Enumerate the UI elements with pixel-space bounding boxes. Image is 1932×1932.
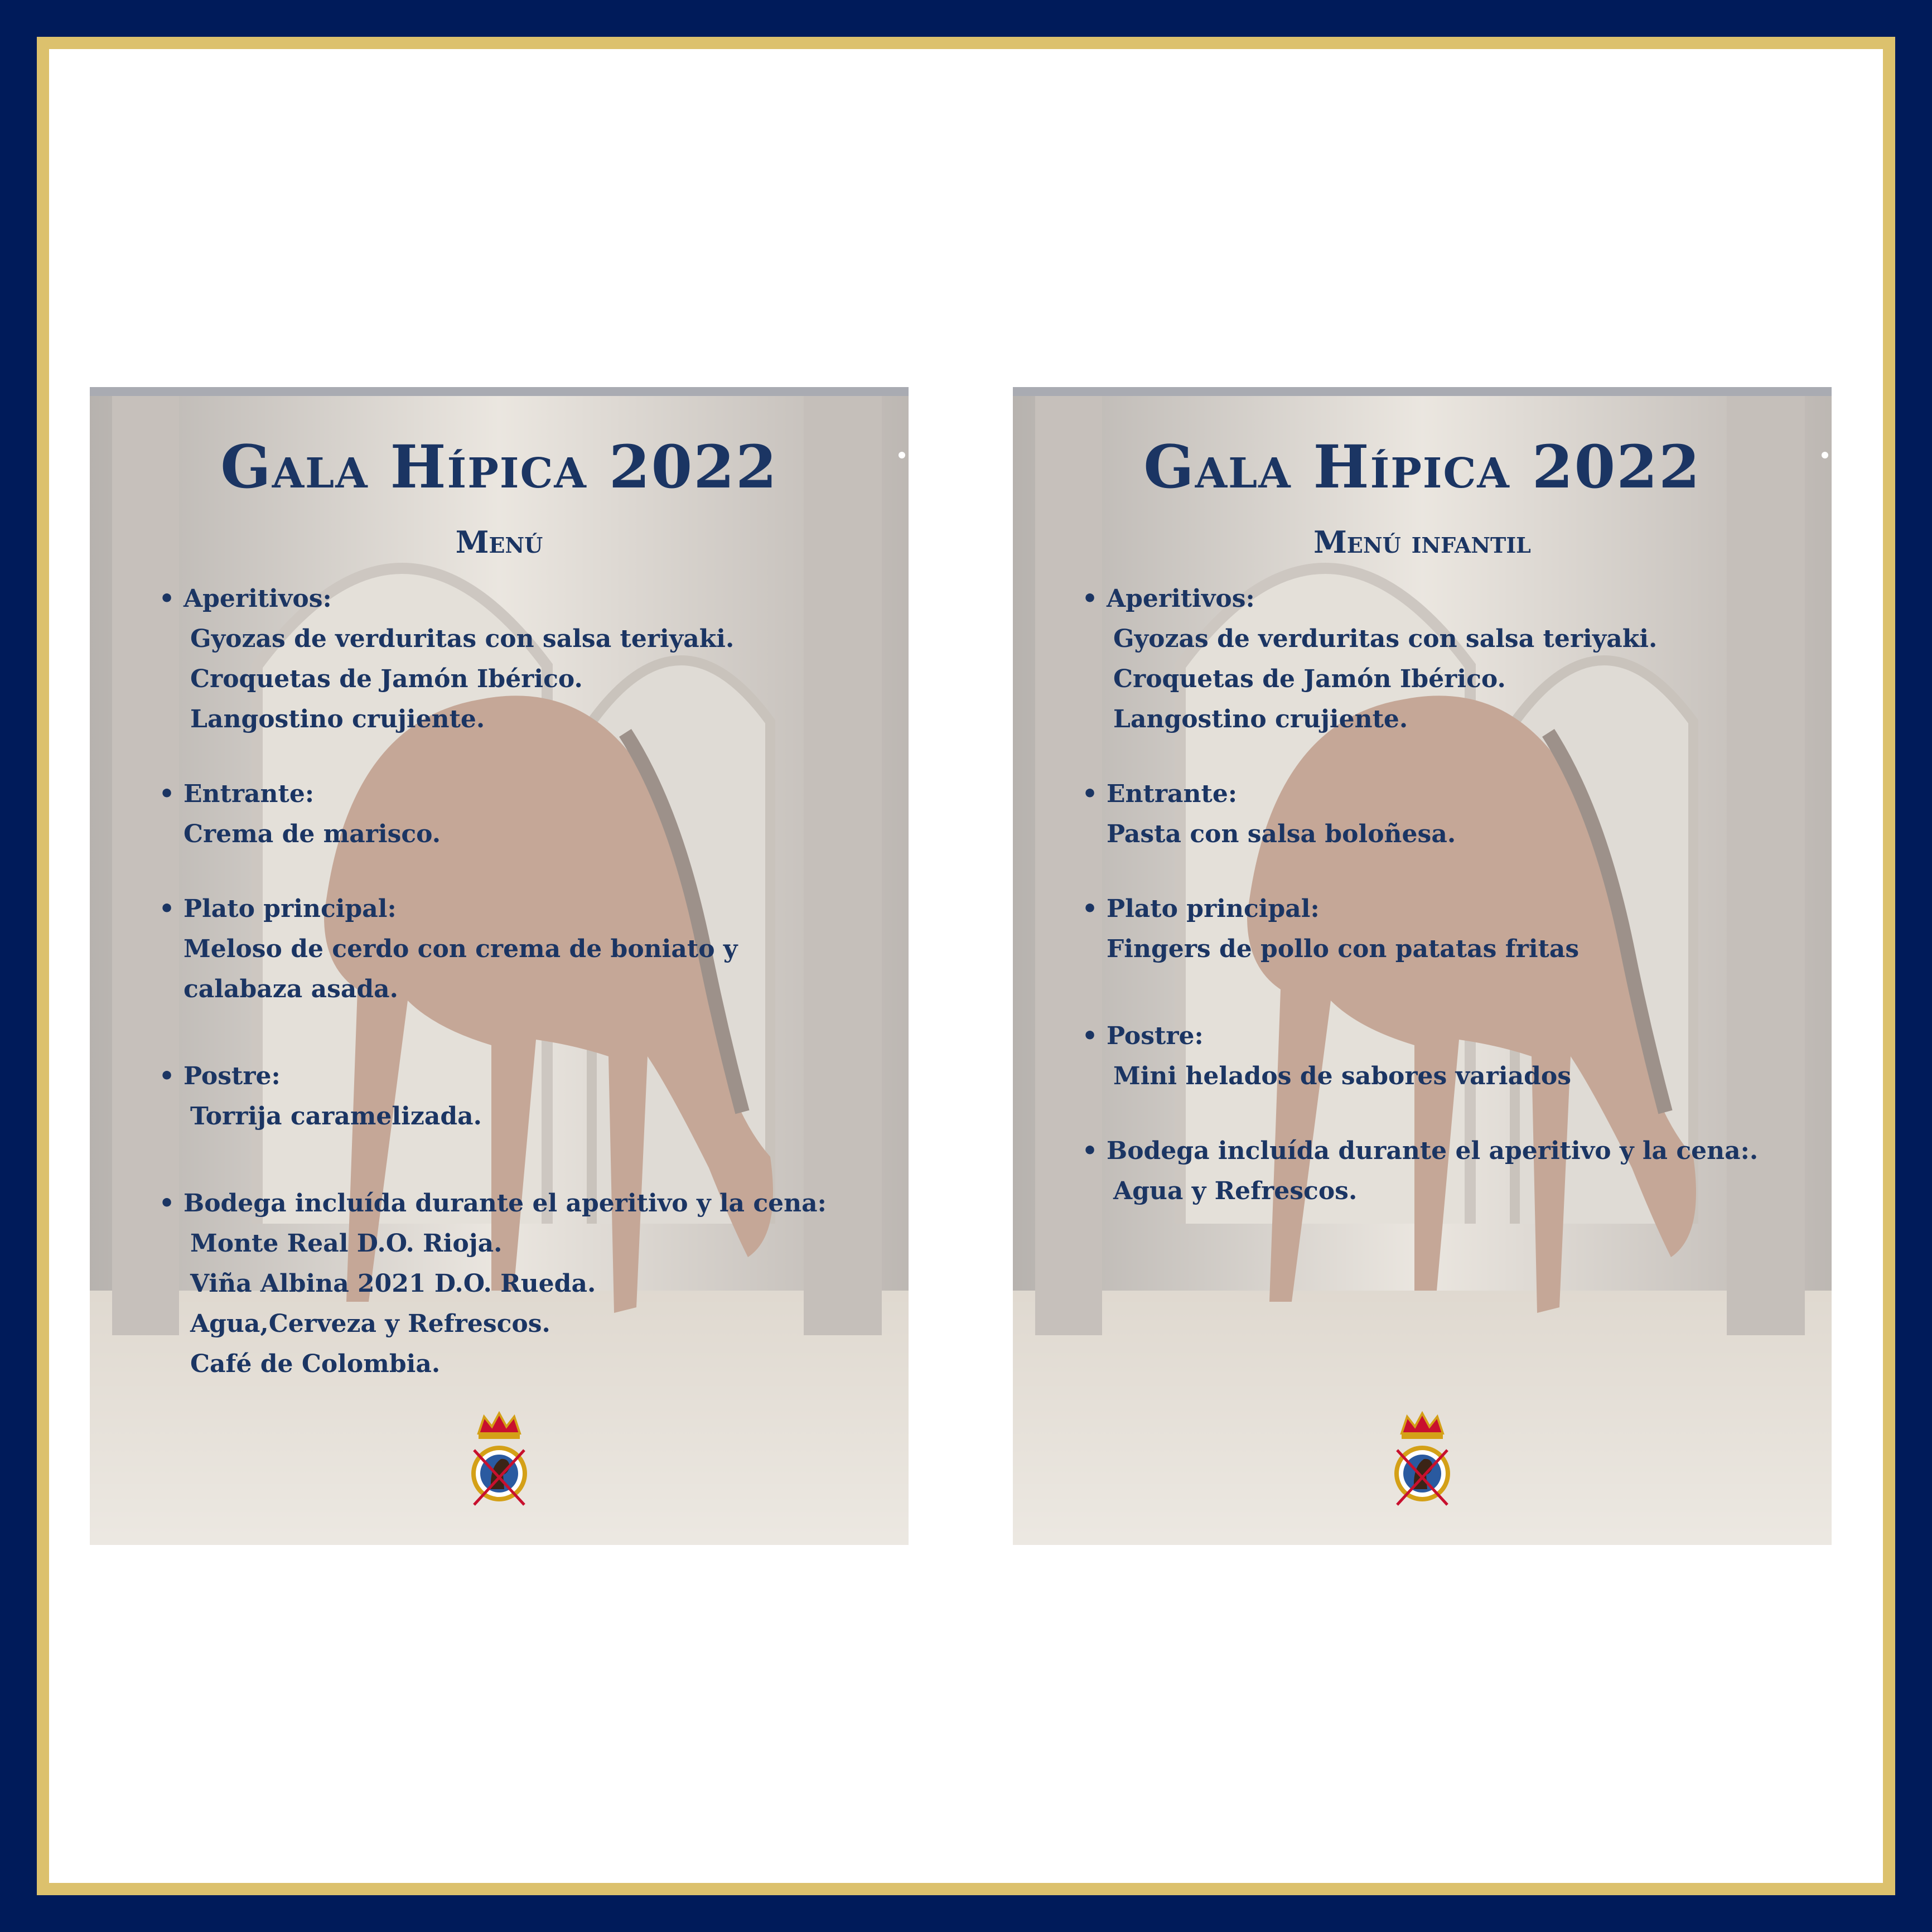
menu-item: Croquetas de Jamón Ibérico. (1113, 665, 1506, 693)
federation-crest-icon (468, 1411, 530, 1511)
bullet: • (1082, 585, 1098, 613)
section-entrante (159, 774, 906, 854)
menu-item: Agua y Refrescos. (1113, 1177, 1358, 1205)
menu-subtitle: Menú infantil (1313, 524, 1531, 560)
menu-item: Pasta con salsa boloñesa. (1107, 820, 1456, 848)
bullet: • (1082, 895, 1098, 923)
menu-item: Langostino crujiente. (190, 705, 485, 733)
menu-item: calabaza asada. (183, 975, 398, 1003)
section-entrante (1082, 774, 1829, 854)
bullet: • (159, 1189, 175, 1218)
section-plato-principal (159, 889, 906, 1010)
bullet: • (159, 585, 175, 613)
menu-item: Gyozas de verduritas con salsa teriyaki. (1113, 625, 1658, 653)
section-heading: Entrante: (183, 780, 315, 808)
menu-item: Monte Real D.O. Rioja. (190, 1229, 503, 1258)
menu-item: Viña Albina 2021 D.O. Rueda. (190, 1269, 596, 1298)
menu-title: Gala Hípica 2022 (220, 432, 778, 501)
menu-item: Agua,Cerveza y Refrescos. (190, 1310, 550, 1338)
menu-subtitle: Menú (455, 524, 543, 560)
section-heading: Postre: (1107, 1022, 1204, 1050)
section-heading: Plato principal: (1107, 895, 1320, 923)
bullet: • (1082, 1022, 1098, 1050)
menu-sections (159, 579, 906, 1419)
menu-item: Torrija caramelizada. (190, 1102, 482, 1131)
section-postre (159, 1056, 906, 1137)
menu-sections (1082, 579, 1829, 1246)
bullet: • (159, 895, 175, 923)
section-postre (1082, 1016, 1829, 1097)
section-aperitivos (1082, 579, 1829, 740)
menu-item: Café de Colombia. (190, 1350, 441, 1378)
federation-crest-icon (1392, 1411, 1453, 1511)
menu-item: Fingers de pollo con patatas fritas (1107, 935, 1580, 963)
menu-item: Langostino crujiente. (1113, 705, 1408, 733)
section-heading: Entrante: (1107, 780, 1238, 808)
menu-item: Meloso de cerdo con crema de boniato y (183, 935, 738, 963)
section-aperitivos (159, 579, 906, 740)
menu-item: Mini helados de sabores variados (1113, 1062, 1571, 1090)
menu-card-adult (90, 387, 909, 1545)
bullet: • (1082, 1137, 1098, 1165)
section-heading: Aperitivos: (1107, 585, 1255, 613)
card-top-bar (90, 387, 909, 396)
section-heading: Plato principal: (183, 895, 397, 923)
section-bodega (159, 1184, 906, 1384)
bullet: • (159, 780, 175, 808)
menu-item: Gyozas de verduritas con salsa teriyaki. (190, 625, 735, 653)
section-plato-principal (1082, 889, 1829, 969)
menu-title: Gala Hípica 2022 (1143, 432, 1701, 501)
menu-item: Croquetas de Jamón Ibérico. (190, 665, 583, 693)
card-top-bar (1013, 387, 1832, 396)
menu-item: Crema de marisco. (183, 820, 441, 848)
section-heading: Aperitivos: (183, 585, 332, 613)
menu-card-kids (1013, 387, 1832, 1545)
bullet: • (159, 1062, 175, 1090)
bullet: • (1082, 780, 1098, 808)
section-bodega (1082, 1131, 1829, 1211)
section-heading: Postre: (183, 1062, 281, 1090)
section-heading: Bodega incluída durante el aperitivo y la cena:. (1107, 1137, 1759, 1165)
section-heading: Bodega incluída durante el aperitivo y la cena: (183, 1189, 827, 1218)
